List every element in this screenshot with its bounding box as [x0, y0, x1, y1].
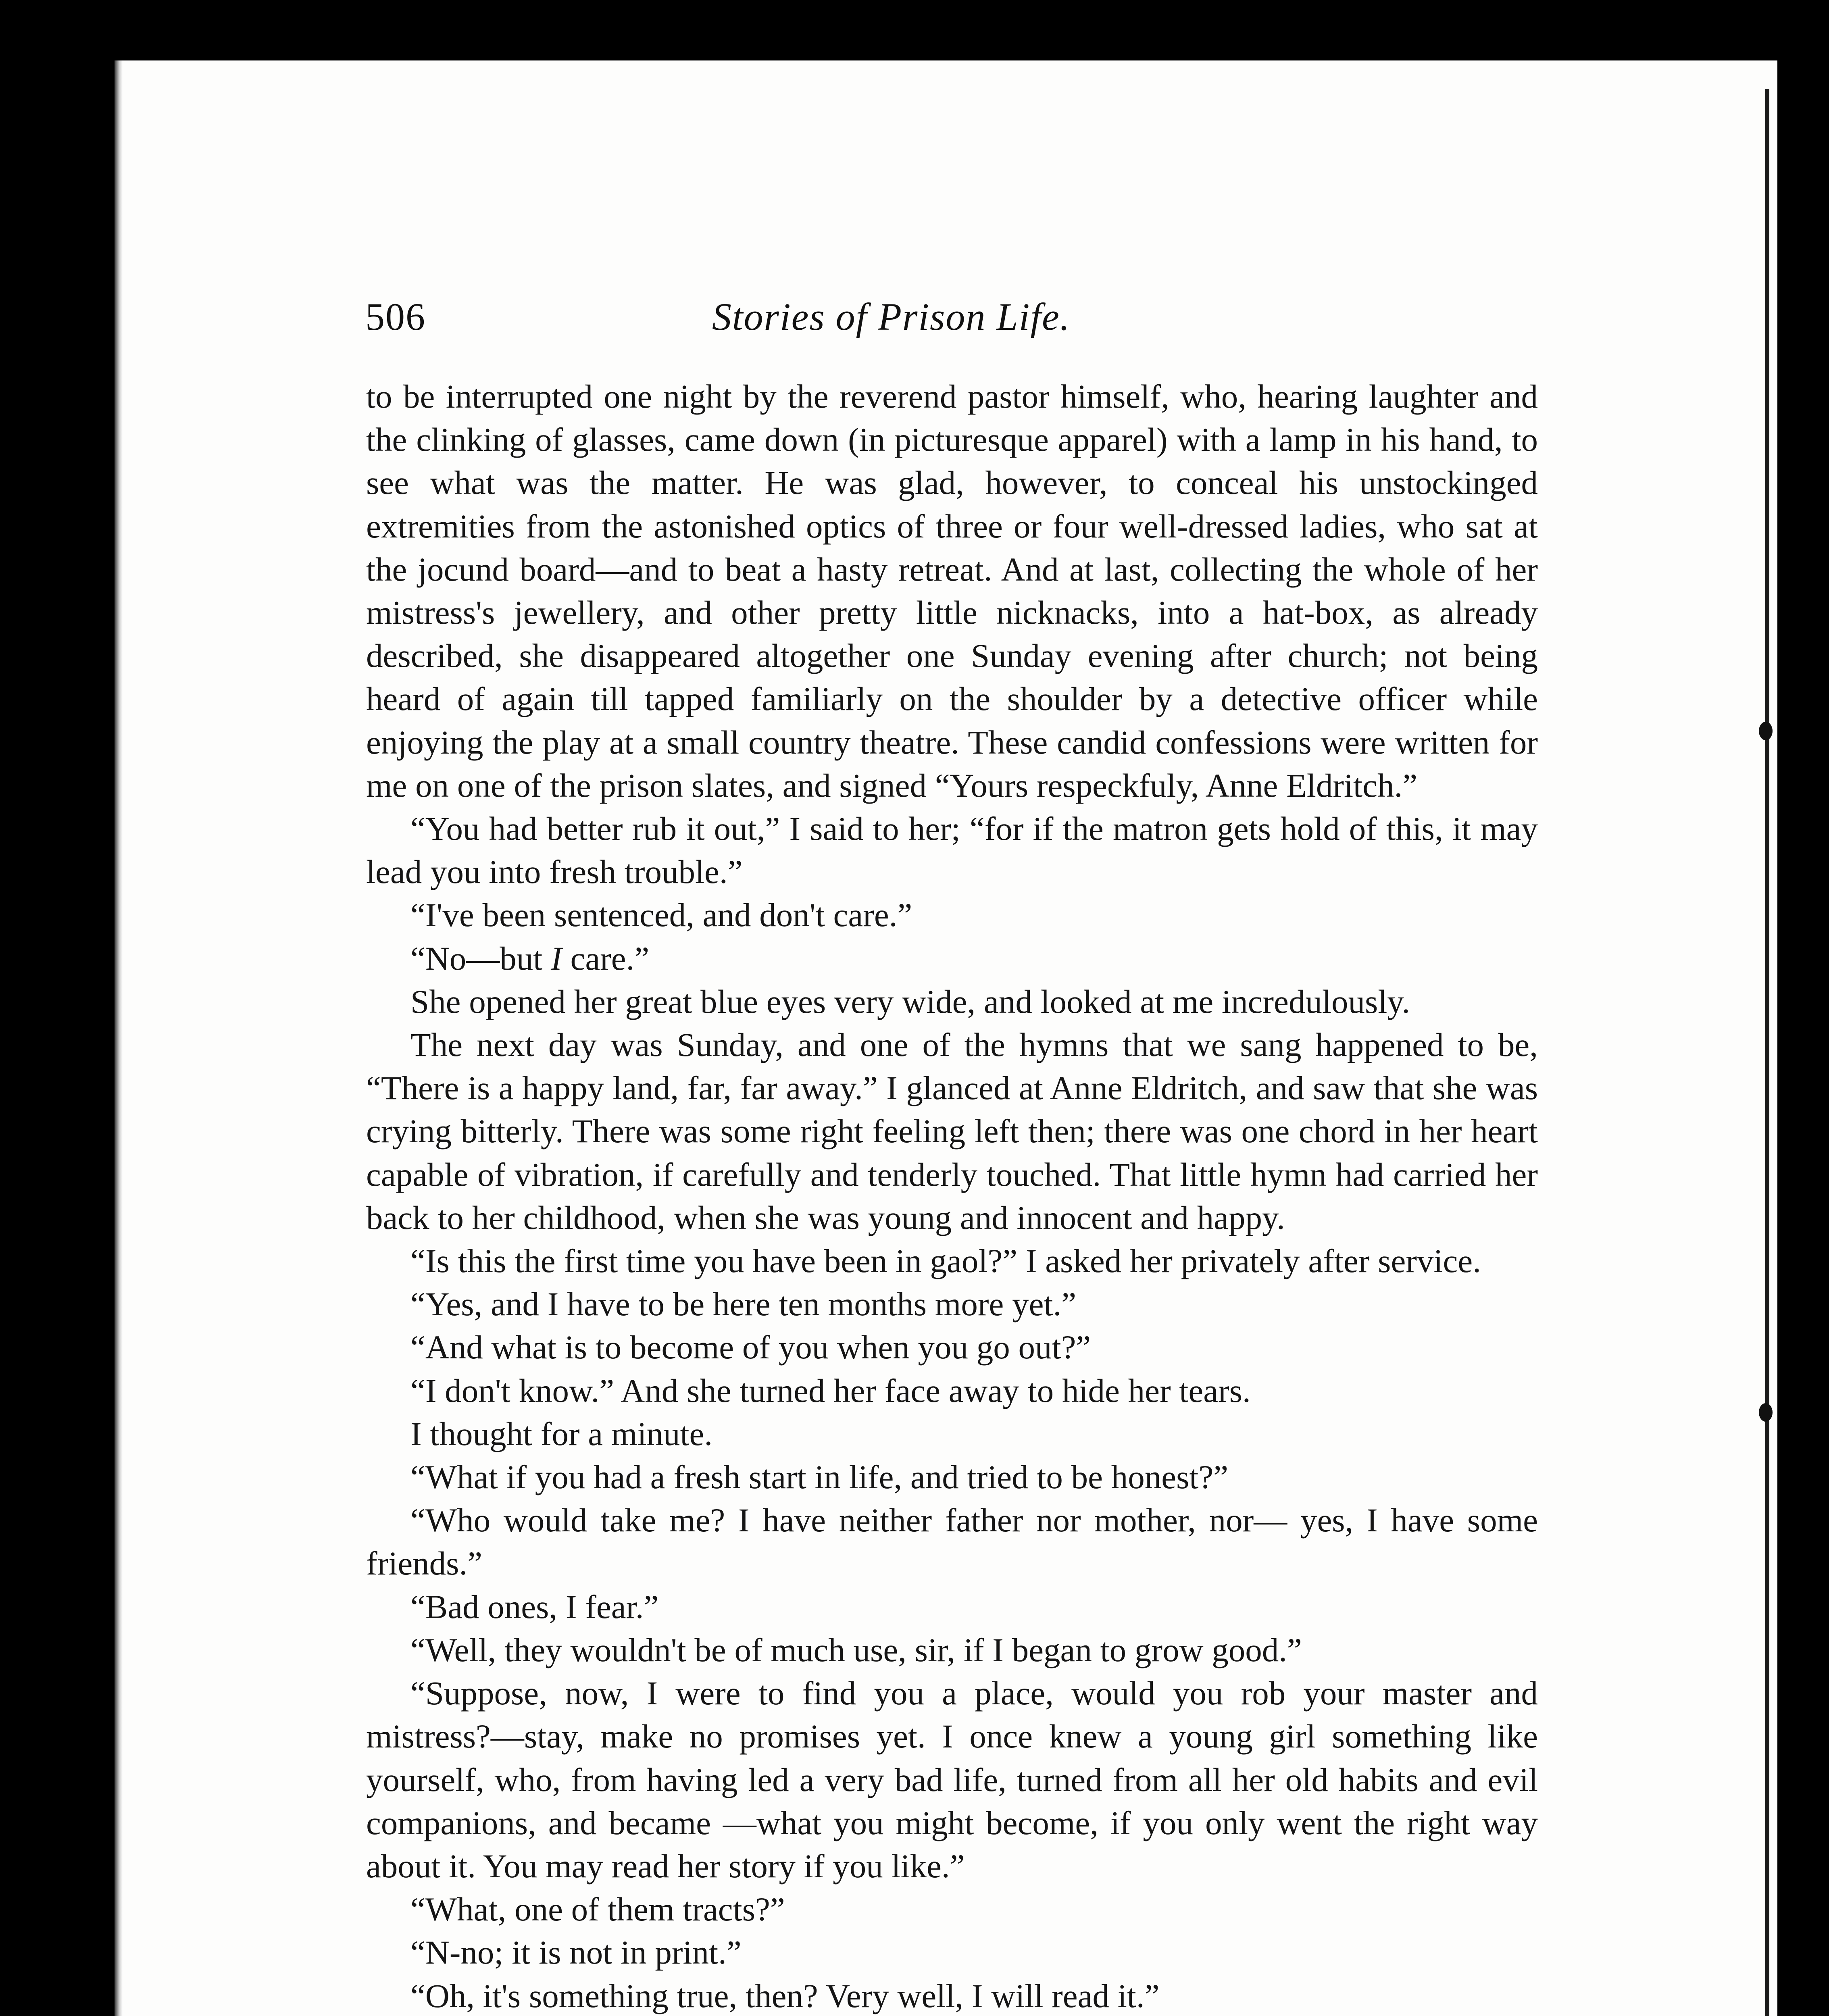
paragraph: “Oh, it's something true, then? Very well, I will read it.”: [410, 1977, 1160, 2014]
paragraph: to be interrupted one night by the reverend pastor himself, who, hearing laughter and the clinking of glasses, came down (in picturesque apparel) with a lamp in his hand, to see what was the matter. He was glad, however, to conceal his unstockinged extremities from the astonished optics of three or four well-dressed ladies, who sat at the jocund board—and to beat a hasty retreat. And at last, collecting the whole of her mistress's jewellery, and other pretty little nicknacks, into a hat-box, as already described, she disappeared altogether one Sunday evening after church; not being heard of again till tapped familiarly on the shoulder by a detective officer while enjoying the play at a small country theatre. These candid confessions were written for me on one of the prison slates, and signed “Yours respeckfuly, Anne Eldritch.”: [366, 378, 1538, 804]
paragraph: “I don't know.” And she turned her face away to hide her tears.: [410, 1372, 1251, 1409]
paragraph: “Bad ones, I fear.”: [410, 1588, 659, 1625]
paragraph: “Is this the first time you have been in gaol?” I asked her privately after service.: [410, 1242, 1481, 1280]
page-number: 506: [365, 295, 426, 338]
paragraph: The next day was Sunday, and one of the hymns that we sang happened to be, “There is a happy land, far, far away.” I glanced at Anne Eldritch, and saw that she was crying bitterly. There was some right feeling left then; there was one chord in her heart capable of vibration, if carefully and tenderly touched. That little hymn had carried her back to her childhood, when she was young and innocent and happy.: [366, 1026, 1538, 1236]
binding-shadow: [115, 60, 123, 2016]
page-header: [365, 294, 1547, 347]
paragraph: “And what is to become of you when you go out?”: [410, 1329, 1091, 1366]
paragraph: She opened her great blue eyes very wide, and looked at me incredulously.: [410, 983, 1410, 1020]
paragraph: “I've been sentenced, and don't care.”: [410, 896, 912, 934]
paragraph: “Yes, and I have to be here ten months more yet.”: [410, 1285, 1077, 1323]
body-text: [366, 375, 1538, 2016]
paragraph: “You had better rub it out,” I said to her; “for if the matron gets hold of this, it may lead you into fresh trouble.”: [366, 810, 1538, 891]
paragraph: “Who would take me? I have neither father nor mother, nor— yes, I have some friends.”: [366, 1502, 1538, 1582]
paragraph: “No—but I care.”: [410, 939, 650, 977]
running-title: Stories of Prison Life.: [712, 295, 1071, 338]
paragraph: “Suppose, now, I were to find you a place, would you rob your master and mistress?—stay, make no promises yet. I once knew a young girl something like yourself, who, from having led a very bad life, turned from all her old habits and evil companions, and became —what you might become, if you only went the right way about it. You may read her story if you like.”: [366, 1674, 1538, 1885]
next-page-edge: [1765, 89, 1769, 2016]
paragraph: “What if you had a fresh start in life, and tried to be honest?”: [410, 1458, 1229, 1496]
paragraph: “What, one of them tracts?”: [410, 1891, 785, 1928]
paragraph: “N-no; it is not in print.”: [410, 1934, 742, 1971]
paragraph: “Well, they wouldn't be of much use, sir, if I began to grow good.”: [410, 1631, 1302, 1668]
paragraph: I thought for a minute.: [410, 1415, 713, 1452]
edge-mark: [1759, 1403, 1773, 1422]
edge-mark: [1759, 722, 1773, 740]
